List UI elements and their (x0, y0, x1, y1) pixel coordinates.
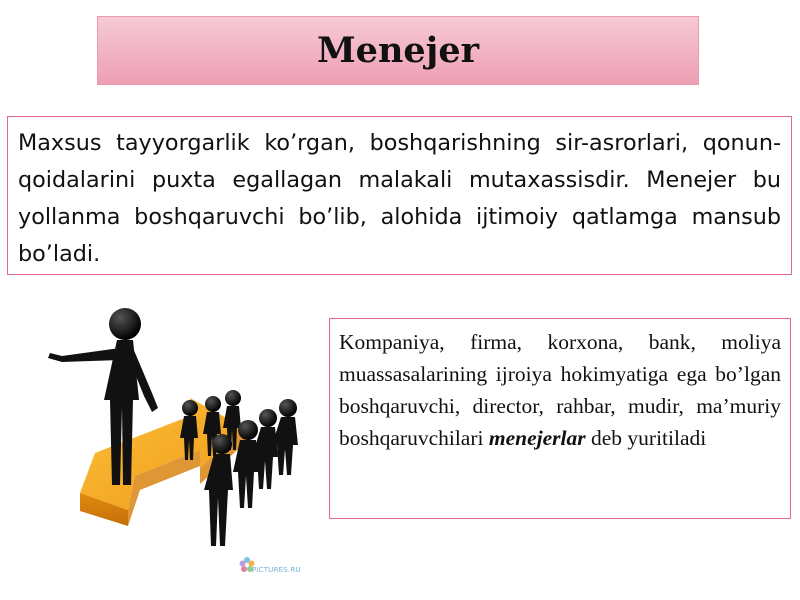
watermark (252, 566, 301, 574)
info-text-after: deb yuritiladi (585, 426, 707, 450)
info-emphasis: menejerlar (488, 426, 586, 450)
title-banner (97, 16, 699, 85)
info-box (329, 318, 791, 519)
info-text (339, 326, 781, 454)
info-text-before: Kompaniya, firma, korxona, bank, moliya muassasalarining ijroiya hokimyatiga ega bo’lgan boshqaruvchi, director, rahbar, mudir, ma’muriy boshqaruvchilari (339, 330, 781, 450)
watermark-text: PICTURES.RU (252, 566, 301, 574)
definition-box (7, 116, 792, 275)
leader-with-team-arrow-icon (40, 298, 325, 583)
definition-text: Maxsus tayyorgarlik ko’rgan, boshqarishning sir-asrorlari, qonun-qoidalarini puxta egallagan malakali mutaxassisdir. Menejer bu yollanma boshqaruvchi bo’lib, alohida ijtimoiy qatlamga mansub bo’ladi. (18, 130, 781, 267)
slide-title: Menejer (316, 30, 480, 71)
